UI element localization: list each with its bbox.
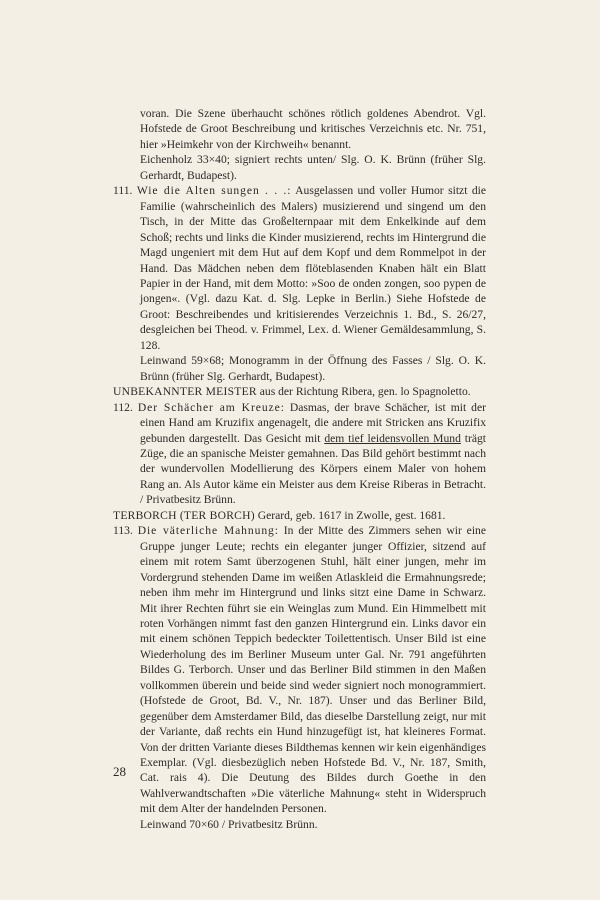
artist-name: UNBEKANNTER MEISTER [113, 385, 257, 399]
artist-heading-terborch [113, 508, 486, 523]
entry-111-support [113, 353, 486, 384]
entry-title: Die väterliche Mahnung: [137, 524, 279, 538]
artist-details: aus der Richtung Ribera, gen. lo Spagnoletto. [256, 385, 471, 399]
entry-113 [113, 523, 486, 817]
entry-description: Dasmas, der brave Schächer, ist mit der einen Hand am Kruzifix angenagelt, die andere mit Stricken ans Kruzifix gebunden dargestellt. Das Gesicht mit [140, 400, 486, 445]
entry-title: Wie die Alten sungen . . .: [136, 184, 292, 198]
entry-description: Ausgelassen und voller Humor sitzt die Familie (wahrscheinlich des Malers) musizierend und singend um den Tisch, in der Mitte das Großelternpaar mit dem Enkelkinde auf dem Schoß; rechts und links die Kinder musizierend, rechts im Hintergrund die Magd ungeniert mit dem Hut auf dem Kopf und dem Rommelpot in der Hand. Das Mädchen neben dem flöteblasenden Knaben hält ein Blatt Papier in der Hand, mit dem Motto: »Soo de onden zongen, soo pypen de jongen«. (Vgl. dazu Kat. d. Slg. Lepke in Berlin.) Siehe Hofstede de Groot: Beschreibendes und kritisierendes Verzeichnis 1. Bd., S. 26/27, desgleichen bei Theod. v. Frimmel, Lex. d. Wiener Gemäldesammlung, S. 128. [140, 184, 486, 352]
entry-title: Der Schächer am Kreuze: [137, 400, 285, 414]
catalogue-text [113, 106, 486, 832]
support-text: Leinwand 70×60 / Privatbesitz Brünn. [140, 817, 318, 831]
support-text: Eichenholz 33×40; signiert rechts unten/ Slg. O. K. Brünn (früher Slg. Gerhardt, Budapest). [140, 153, 486, 182]
artist-name: TERBORCH (TER BORCH) [113, 508, 255, 522]
artist-details: Gerard, geb. 1617 in Zwolle, gest. 1681. [254, 508, 446, 522]
entry-description: In der Mitte des Zimmers sehen wir eine Gruppe junger Leute; rechts ein eleganter junger Offizier, sitzend auf einem mit rotem Samt überzogenen Stuhl, hält einer jungen, mehr im Vordergrund stehenden Dame im weißen Atlaskleid die Ermahnungsrede; neben ihm mehr im Hintergrund und links sitzt eine Dame in Schwarz. Mit ihrer Rechten führt sie ein Weinglas zum Mund. Ein Himmelbett mit roten Vorhängen nimmt fast den ganzen Hintergrund ein. Links davor ein mit einem schönen Teppich bedeckter Toilettentisch. Unser Bild ist eine Wiederholung des im Berliner Museum unter Gal. Nr. 791 angeführten Bildes G. Terborch. Unser und das Berliner Bild stimmen in den Maßen vollkommen überein und beide sind weder signiert noch monogrammiert. (Hofstede de Groot, Bd. V., Nr. 187). Unser und das Berliner Bild, gegenüber dem Amsterdamer Bild, das dieselbe Darstellung zeigt, nur mit der Variante, daß rechts ein Hund hinzugefügt ist, hat kleineres Format. Von der dritten Variante dieses Bildthemas kennen wir kein eigenhändiges Exemplar. (Vgl. diesbezüglich neben Hofstede Bd. V., Nr. 187, Smith, Cat. rais 4). Die Deutung des Bildes durch Goethe in den Wahlverwandtschaften »Die väterliche Mahnung« steht in Widerspruch mit dem Alter der handelnden Personen. [140, 524, 486, 816]
continued-paragraph [113, 106, 486, 152]
support-text: Leinwand 59×68; Monogramm in der Öffnung des Fasses / Slg. O. K. Brünn (früher Slg. Gerhardt, Budapest). [140, 354, 486, 383]
entry-number: 113. [113, 524, 133, 538]
underlined-phrase: dem tief leidensvollen Mund [324, 431, 461, 445]
entry-113-support [113, 817, 486, 832]
entry-112 [113, 400, 486, 508]
entry-111 [113, 183, 486, 353]
entry-number: 112. [113, 400, 133, 414]
continued-text: voran. Die Szene überhaucht schönes rötlich goldenes Abendrot. Vgl. Hofstede de Groot Beschreibung und kritisches Verzeichnis etc. Nr. 751, hier »Heimkehr von der Kirchweih« benannt. [140, 107, 486, 151]
artist-heading-unbekannter-meister [113, 384, 486, 399]
support-line [113, 152, 486, 183]
entry-description-continued: trägt Züge, die an spanische Meister gemahnen. Das Bild gehört bestimmt nach der wundervollen Modellierung des Körpers einem Maler von hohem Rang an. Als Autor käme ein Meister aus dem Kreise Riberas in Betracht. / Privatbesitz Brünn. [140, 431, 486, 507]
page-number: 28 [113, 764, 126, 779]
entry-number: 111. [113, 184, 133, 198]
